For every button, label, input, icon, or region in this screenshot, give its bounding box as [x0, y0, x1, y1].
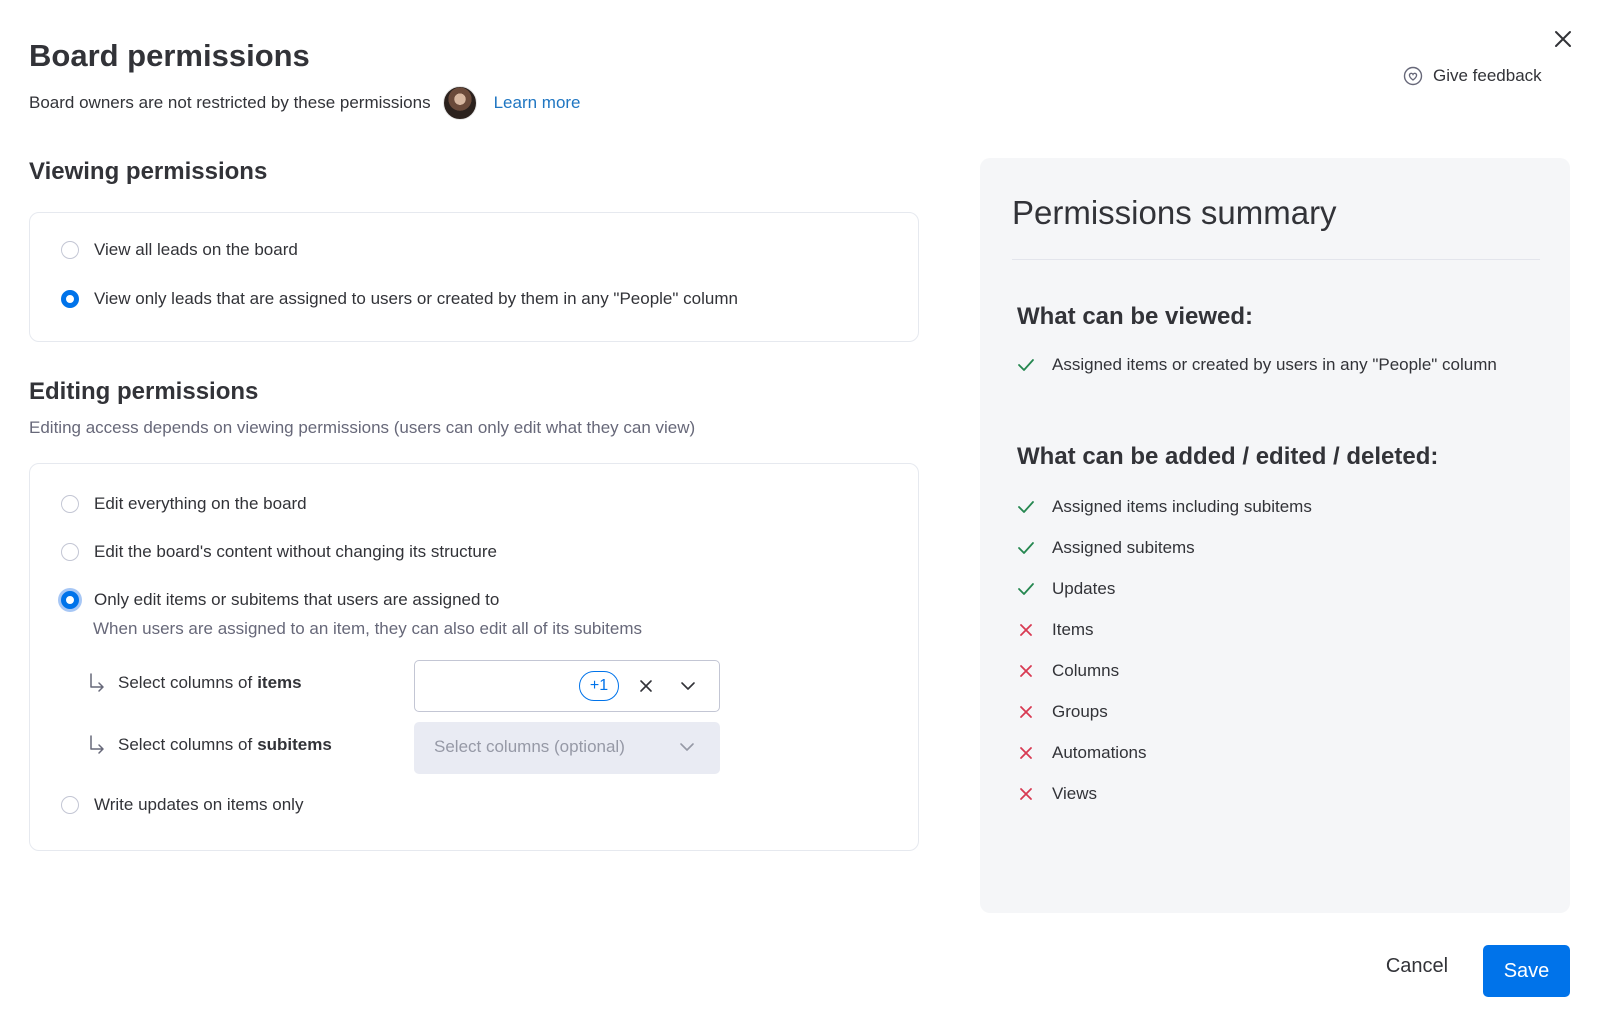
summary-edit-label: Views — [1052, 784, 1098, 803]
summary-edit-label: Assigned subitems — [1052, 538, 1195, 557]
summary-viewed-label: Assigned items or created by users in any "People" column — [1052, 355, 1497, 374]
summary-edit-label: Groups — [1052, 702, 1108, 721]
sub-arrow-icon — [88, 734, 106, 756]
subitems-columns-select[interactable] — [414, 722, 720, 774]
editing-permissions-title: Editing permissions — [29, 378, 259, 405]
items-columns-select[interactable] — [414, 660, 720, 712]
view-option-all[interactable] — [61, 240, 298, 260]
editing-permissions-card — [29, 463, 919, 851]
dialog-subtitle: Board owners are not restricted by these permissions — [29, 93, 431, 112]
clear-selection-icon[interactable] — [635, 675, 657, 697]
radio-button-checked[interactable] — [61, 290, 79, 308]
edit-option-content[interactable] — [61, 542, 497, 562]
viewed-heading: What can be viewed: — [1017, 303, 1254, 330]
edit-option-assigned-hint: When users are assigned to an item, they can also edit all of its subitems — [93, 619, 642, 638]
radio-button[interactable] — [61, 543, 79, 561]
select-columns-items-row — [88, 672, 302, 694]
feedback-heart-icon — [1403, 66, 1423, 86]
selected-count-chip[interactable]: +1 — [579, 671, 619, 701]
cross-icon — [1015, 746, 1037, 760]
summary-edit-item — [1015, 497, 1312, 517]
check-icon — [1015, 358, 1037, 372]
edit-option-content-label: Edit the board's content without changing its structure — [94, 542, 497, 561]
learn-more-link[interactable]: Learn more — [493, 93, 581, 112]
viewing-permissions-title: Viewing permissions — [29, 158, 268, 185]
dialog-title: Board permissions — [29, 38, 310, 73]
select-columns-subitems-bold: subitems — [257, 735, 332, 754]
view-option-all-label: View all leads on the board — [94, 240, 298, 259]
viewing-permissions-card — [29, 212, 919, 342]
summary-title: Permissions summary — [1012, 194, 1337, 231]
radio-button-checked[interactable] — [61, 591, 79, 609]
summary-edit-item — [1015, 743, 1147, 763]
chevron-down-icon[interactable] — [676, 736, 698, 758]
edit-option-assigned[interactable] — [61, 590, 499, 610]
dialog-subtitle-row — [29, 86, 581, 120]
close-icon[interactable] — [1548, 24, 1578, 54]
edit-option-updates[interactable] — [61, 795, 303, 815]
summary-edit-item — [1015, 661, 1119, 681]
cancel-button[interactable]: Cancel — [1385, 954, 1449, 977]
subitems-columns-placeholder: Select columns (optional) — [434, 737, 625, 756]
select-columns-items-bold: items — [257, 673, 302, 692]
cross-icon — [1015, 623, 1037, 637]
sub-arrow-icon — [88, 672, 106, 694]
cross-icon — [1015, 787, 1037, 801]
summary-edit-label: Columns — [1052, 661, 1120, 680]
permissions-summary-panel — [980, 158, 1570, 913]
summary-divider — [1012, 259, 1540, 260]
view-option-assigned[interactable] — [61, 289, 738, 309]
summary-edit-item — [1015, 620, 1094, 640]
summary-edit-item — [1015, 702, 1108, 722]
summary-edit-label: Updates — [1052, 579, 1116, 598]
summary-edit-label: Automations — [1052, 743, 1147, 762]
summary-edit-item — [1015, 538, 1195, 558]
check-icon — [1015, 541, 1037, 555]
radio-button[interactable] — [61, 796, 79, 814]
edit-heading: What can be added / edited / deleted: — [1017, 443, 1439, 470]
chevron-down-icon[interactable] — [677, 675, 699, 697]
summary-viewed-item — [1015, 355, 1497, 375]
radio-button[interactable] — [61, 241, 79, 259]
summary-edit-item — [1015, 579, 1115, 599]
radio-button[interactable] — [61, 495, 79, 513]
give-feedback-label: Give feedback — [1433, 66, 1542, 85]
cross-icon — [1015, 705, 1037, 719]
summary-edit-item — [1015, 784, 1097, 804]
edit-option-updates-label: Write updates on items only — [94, 795, 304, 814]
check-icon — [1015, 582, 1037, 596]
avatar[interactable] — [443, 86, 477, 120]
edit-option-everything-label: Edit everything on the board — [94, 494, 307, 513]
select-columns-items-prefix: Select columns of — [118, 673, 253, 692]
edit-option-everything[interactable] — [61, 494, 307, 514]
summary-edit-label: Assigned items including subitems — [1052, 497, 1312, 516]
check-icon — [1015, 500, 1037, 514]
view-option-assigned-label: View only leads that are assigned to users or created by them in any "People" column — [94, 289, 738, 308]
edit-option-assigned-label: Only edit items or subitems that users are assigned to — [94, 590, 500, 609]
editing-permissions-subtitle: Editing access depends on viewing permissions (users can only edit what they can view) — [29, 418, 696, 437]
save-button[interactable]: Save — [1483, 945, 1570, 997]
give-feedback-button[interactable] — [1403, 66, 1542, 86]
select-columns-subitems-row — [88, 734, 332, 756]
summary-edit-label: Items — [1052, 620, 1094, 639]
cross-icon — [1015, 664, 1037, 678]
select-columns-subitems-prefix: Select columns of — [118, 735, 253, 754]
